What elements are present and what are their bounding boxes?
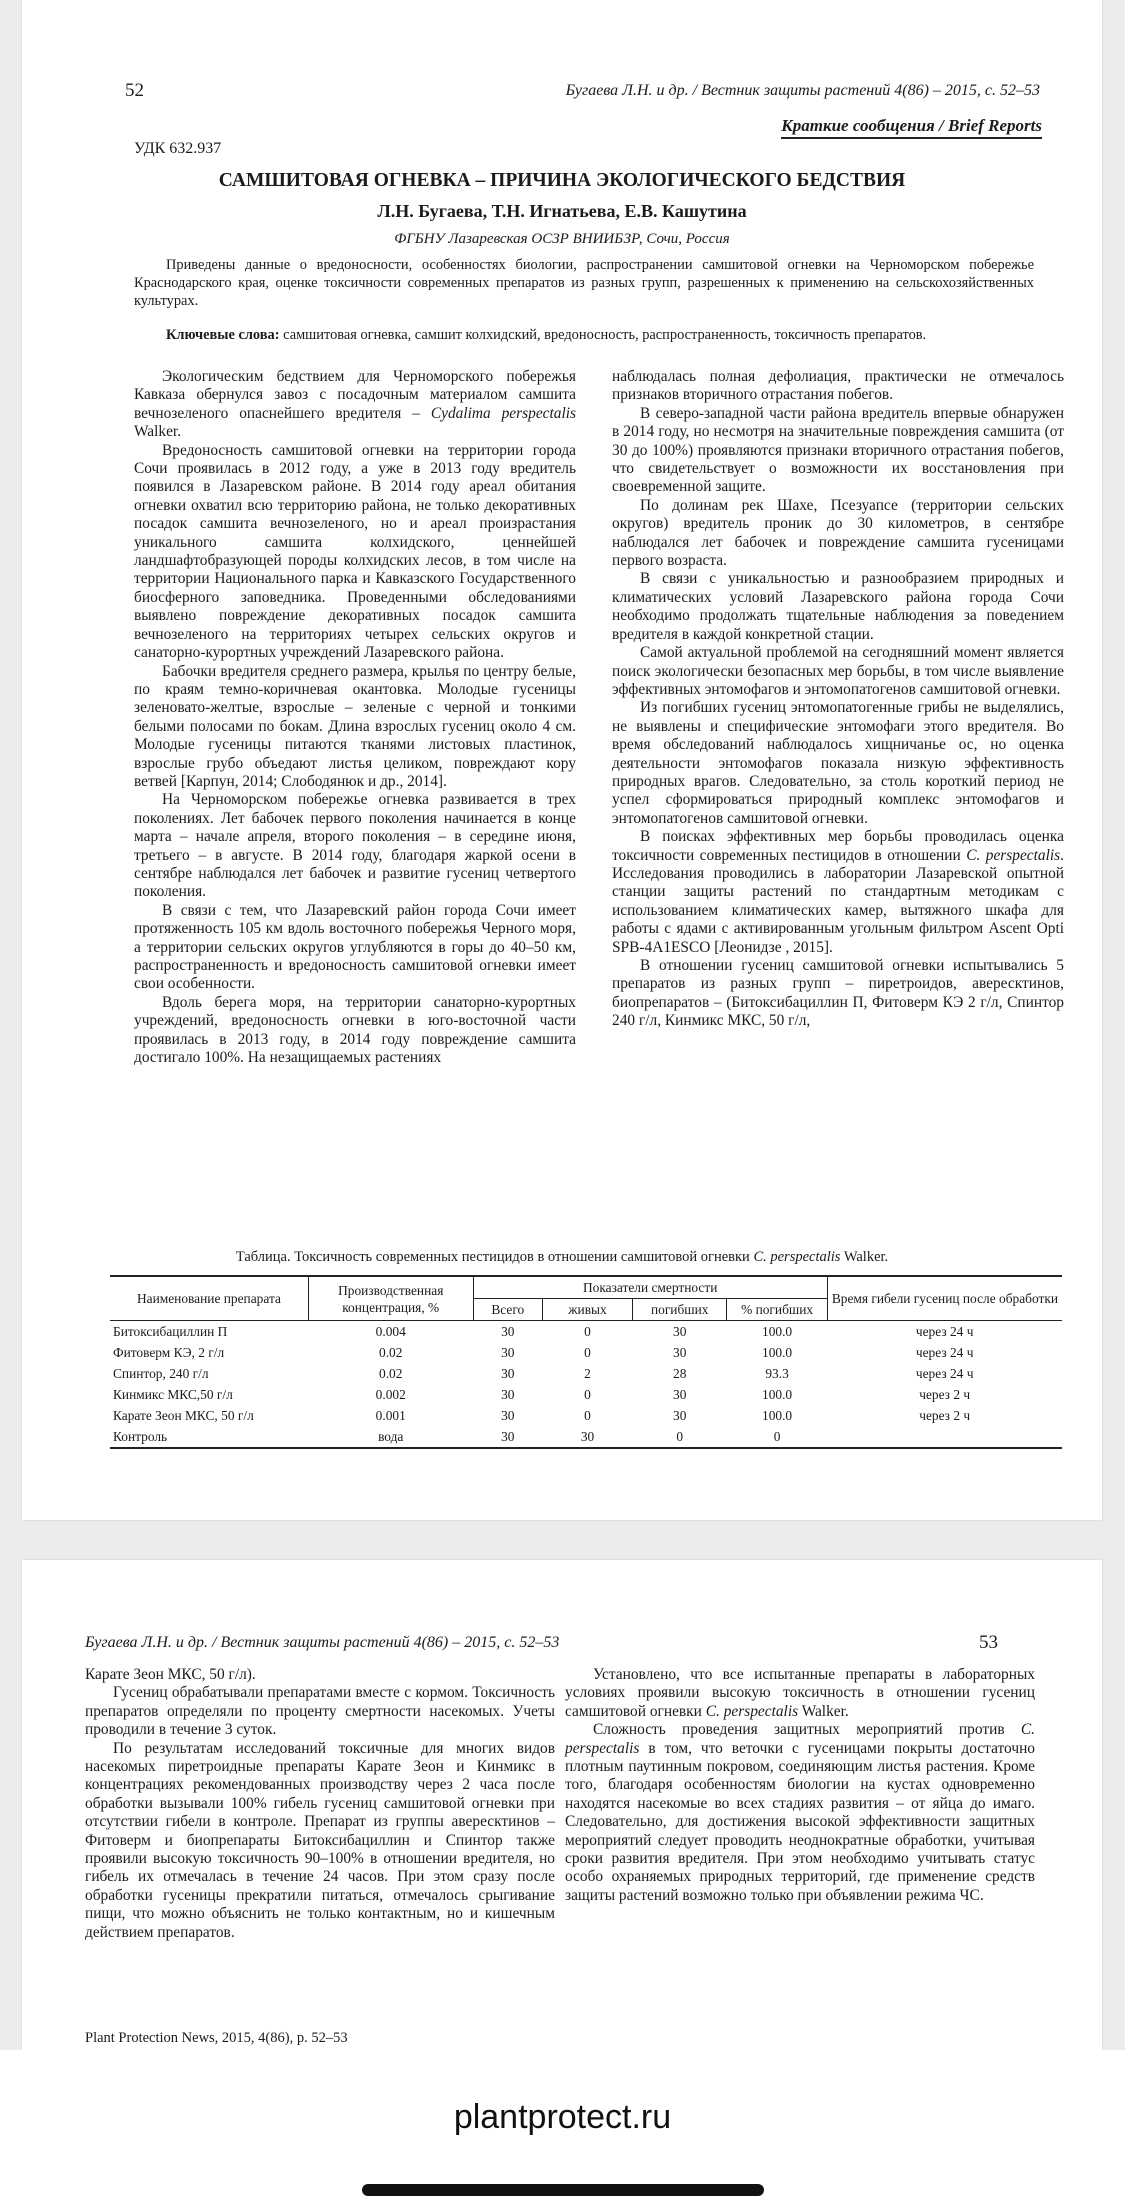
cell-conc: 0.004: [375, 1324, 406, 1339]
running-head: Бугаева Л.Н. и др. / Вестник защиты растений 4(86) – 2015, с. 52–53: [565, 82, 1040, 99]
cell-total: 30: [501, 1387, 515, 1402]
cell-name: Спинтор, 240 г/л: [113, 1366, 209, 1381]
cell-pct: 100.0: [762, 1408, 793, 1423]
cell-dead: 30: [673, 1408, 687, 1423]
table-caption: Таблица. Токсичность современных пестицидов в отношении самшитовой огневки C. perspectalis Walker.: [235, 1249, 889, 1265]
paragraph: наблюдалась полная дефолиация, практически не отмечалось признаков вторичного отрастания побегов.: [612, 368, 1064, 404]
cell-name: Битоксибациллин П: [113, 1324, 228, 1339]
cell-conc: вода: [308, 1426, 473, 1448]
cell-total: 30: [501, 1366, 515, 1381]
cell-alive: 0: [584, 1387, 591, 1402]
right-column: [612, 368, 1064, 1031]
cell-dead: 28: [673, 1366, 687, 1381]
cell-pct: 100.0: [762, 1387, 793, 1402]
header-percent-dead: % погибших: [727, 1299, 827, 1321]
table-row: [110, 1384, 1062, 1405]
home-indicator[interactable]: [362, 2184, 764, 2196]
article-title: САМШИТОВАЯ ОГНЕВКА – ПРИЧИНА ЭКОЛОГИЧЕСКОГО БЕДСТВИЯ: [218, 170, 906, 191]
cell-conc: 0.001: [375, 1408, 406, 1423]
keywords-label: Ключевые слова:: [166, 327, 280, 343]
keywords: [134, 326, 1034, 344]
paragraph: Вдоль берега моря, на территории санаторно-курортных учреждений, вредоносность огневки в юго-восточной части проявилась в 2013 году, в 2014 году повреждение самшита достигало 100%. На незащищаемых растениях: [134, 993, 576, 1067]
paragraph: В связи с уникальностью и разнообразием природных и климатических условий Лазаревского района города Сочи необходимо продолжать тщательные наблюдения за поведением вредителя в каждой конкретной стации.: [612, 570, 1064, 643]
paragraph: В отношении гусениц самшитовой огневки испытывались 5 препаратов из разных групп – пиретроидов, авересктинов, биопрепаратов – (Битоксибациллин П, Фитоверм КЭ 2 г/л, Спинтор 240 г/л, Кинмикс МКС, 50 г/л,: [612, 957, 1064, 1030]
cell-name: Контроль: [110, 1426, 308, 1448]
cell-alive: 0: [584, 1345, 591, 1360]
cell-pct: 93.3: [765, 1366, 789, 1381]
cell-name: Кинмикс МКС,50 г/л: [113, 1387, 233, 1402]
cell-time: через 2 ч: [919, 1408, 971, 1423]
cell-total: 30: [501, 1324, 515, 1339]
cell-name: Карате Зеон МКС, 50 г/л: [113, 1408, 254, 1423]
paragraph: В связи с тем, что Лазаревский район города Сочи имеет протяженность 105 км вдоль восточного побережья Черного моря, а территории сельских округов углубляются в горы до 40–50 км, распространенность и вредоносность самшитовой огневки имеет свои особенности.: [134, 901, 576, 993]
paragraph: На Черноморском побережье огневка развивается в трех поколениях. Лет бабочек первого поколения начинается в конце марта – начале апреля, второго поколения – в середине июня, третьего – в августе. В 2014 году, благодаря жаркой осени в сентябре наблюдался лет бабочек и развитие гусениц четвертого поколения.: [134, 791, 576, 901]
cell-total: 30: [501, 1408, 515, 1423]
left-column: [85, 1666, 555, 1942]
table-row: [110, 1321, 1062, 1343]
toxicity-table: [110, 1275, 1062, 1449]
cell-time: через 24 ч: [915, 1324, 974, 1339]
authors: Л.Н. Бугаева, Т.Н. Игнатьева, Е.В. Кашутина: [377, 201, 747, 221]
keywords-text: самшитовая огневка, самшит колхидский, вредоносность, распространенность, токсичность препаратов.: [283, 327, 927, 343]
page-number: 52: [125, 80, 144, 101]
cell-conc: 0.02: [379, 1366, 403, 1381]
page-53: [22, 1560, 1102, 2050]
paragraph: В поисках эффективных мер борьбы проводилась оценка токсичности современных пестицидов в отношении C. perspectalis. Исследования проводились в лаборатории Лазаревской опытной станции защиты растений по стандартным методикам с использованием климатических камер, вытяжного шкафа для работы с ядами с активированным угольным фильтром Ascent Opti SPB-4A1ESCO [Леонидзе , 2015].: [612, 828, 1064, 956]
paragraph: Сложность проведения защитных мероприятий против C. perspectalis в том, что веточки с гусеницами покрыты достаточно плотным паутинным покровом, соединяющим листья растения. Кроме того, благодаря особенностям биологии на кустах одновременно находятся насекомые во всех стадиях развития – от яйца до имаго. Следовательно, для достижения высокой эффективности защитных мероприятий следует проводить неоднократные обработки, учитывая сроки развития вредителя. При этом необходимо учитывать статус особо охраняемых природных территорий, где применение средств защиты растений возможно только при объявлении режима ЧС.: [565, 1721, 1035, 1904]
species-name: C. perspectalis: [705, 1702, 799, 1720]
cell-pct: 100.0: [762, 1324, 793, 1339]
table-row: [110, 1405, 1062, 1426]
cell-alive: 0: [584, 1408, 591, 1423]
paragraph: Самой актуальной проблемой на сегодняшний момент является поиск экологически безопасных мер борьбы, в том числе выявление эффективных энтомофагов и энтомопатогенов самшитовой огневки.: [612, 644, 1064, 698]
page-52: [22, 0, 1102, 1520]
cell-dead: 30: [673, 1324, 687, 1339]
running-head: Бугаева Л.Н. и др. / Вестник защиты растений 4(86) – 2015, с. 52–53: [85, 1634, 560, 1651]
header-concentration: Производственная концентрация, %: [308, 1276, 473, 1321]
right-column: [565, 1666, 1035, 1905]
paragraph: По долинам рек Шахе, Псезуапсе (территории сельских округов) вредитель проник до 30 километров, в сентябре наблюдался лет бабочек и повреждение самшита гусеницами первого возраста.: [612, 496, 1064, 570]
page-number: 53: [979, 1632, 998, 1653]
cell-time: через 24 ч: [915, 1366, 974, 1381]
cell-alive: 0: [584, 1324, 591, 1339]
udk-code: УДК 632.937: [134, 140, 222, 157]
cell-time: через 2 ч: [919, 1387, 971, 1402]
cell-pct: 0: [727, 1426, 827, 1448]
abstract: Приведены данные о вредоносности, особенностях биологии, распространении самшитовой огневки на Черноморском побережье Краснодарского края, оценке токсичности современных препаратов из разных групп, разрешенных к применению на сельскохозяйственных культурах.: [134, 257, 1034, 309]
species-name: C. perspectalis: [565, 1721, 1035, 1757]
paragraph: Карате Зеон МКС, 50 г/л).: [85, 1666, 256, 1683]
header-alive: живых: [542, 1299, 632, 1321]
species-name: C. perspectalis: [753, 1249, 841, 1265]
paragraph: Гусениц обрабатывали препаратами вместе с кормом. Токсичность препаратов определяли по проценту смертности насекомых. Учеты проводили в течение 3 суток.: [85, 1684, 555, 1739]
header-mortality: Показатели смертности: [473, 1276, 827, 1299]
cell-alive: 30: [542, 1426, 632, 1448]
header-time: Время гибели гусениц после обработки: [827, 1276, 1062, 1321]
paragraph: Экологическим бедствием для Черноморского побережья Кавказа обернулся завоз с посадочным материалом самшита вечнозеленого опаснейшего вредителя – Cydalima perspectalis Walker.: [134, 368, 576, 441]
header-dead: погибших: [633, 1299, 727, 1321]
paragraph: В северо-западной части района вредитель впервые обнаружен в 2014 году, но несмотря на значительные повреждения самшита (от 30 до 100%) проявляются признаки вторичного отрастания побегов, что свидетельствует о возможности их восстановления при своевременной защите.: [612, 404, 1064, 496]
cell-total: 30: [473, 1426, 542, 1448]
cell-pct: 100.0: [762, 1345, 793, 1360]
paragraph: Бабочки вредителя среднего размера, крылья по центру белые, по краям темно-коричневая окантовка. Молодые гусеницы зеленовато-желтые, взрослые – зеленые с черной и тонкими белыми полосами по бокам. Длина взрослых гусениц около 4 см. Молодые гусеницы питаются тканями листовых пластинок, взрослые грубо объедают листья целиком, повреждают кору ветвей [Карпун, 2014; Слободянюк и др., 2014].: [134, 662, 576, 790]
cell-alive: 2: [584, 1366, 591, 1381]
paragraph: По результатам исследований токсичные для многих видов насекомых пиретроидные препараты Карате Зеон и Кинмикс в концентрациях рекомендованных производству через 2 часа после обработки вызывали 100% гибель гусениц самшитовой огневки при отсутствии гибели в контроле. Препарат из группы авересктинов – Фитоверм и биопрепараты Битоксибациллин и Спинтор также проявили высокую токсичность 90–100% в отношении вредителя, но гибель их отмечалась в течение 24 часов. При этом сразу после обработки гусеницы прекратили питаться, отмечалось срыгивание пищи, что можно объяснить не только контактным, но и кишечным действием препаратов.: [85, 1739, 555, 1941]
cell-dead: 30: [673, 1387, 687, 1402]
header-name: Наименование препарата: [110, 1276, 308, 1321]
cell-conc: 0.02: [379, 1345, 403, 1360]
section-label: Краткие сообщения / Brief Reports: [781, 116, 1042, 139]
paragraph: Из погибших гусениц энтомопатогенные грибы не выделялись, не выявлены и специфические энтомофаги этого вредителя. Во время обследований наблюдалось хищничанье ос, но оценка деятельности энтомофагов показала низкую эффективность природных врагов. Следовательно, за столь короткий период не успел сформироваться природный комплекс энтомофагов и энтомопатогенов самшитовой огневки.: [612, 699, 1064, 827]
cell-name: Фитоверм КЭ, 2 г/л: [113, 1345, 225, 1360]
cell-time: [827, 1426, 1062, 1448]
table-row: [110, 1342, 1062, 1363]
cell-dead: 0: [633, 1426, 727, 1448]
cell-conc: 0.002: [375, 1387, 406, 1402]
site-address[interactable]: plantprotect.ru: [453, 2098, 672, 2136]
cell-dead: 30: [673, 1345, 687, 1360]
cell-time: через 24 ч: [915, 1345, 974, 1360]
paragraph: Вредоносность самшитовой огневки на территории города Сочи проявилась в 2012 году, а уже в 2013 году вредитель появился в Лазаревском районе. В 2014 году ареал обитания огневки охватил всю территорию района, не только декоративных посадок самшита вечнозеленого, но и ареал произрастания уникального самшита колхидского, ценнейшей ландшафтобразующей породы колхидских лесов, в том числе на территории Национального парка и Кавказского Государственного биосферного заповедника. Проведенными обследованиями выявлено повреждение декоративных посадок самшита вечнозеленого на территориях четырех сельских округов и санаторно-курортных учреждений Лазаревского района.: [134, 441, 576, 662]
footer-citation: Plant Protection News, 2015, 4(86), p. 52–53: [85, 2030, 348, 2046]
header-total: Всего: [473, 1299, 542, 1321]
table-row: [110, 1363, 1062, 1384]
paragraph: Установлено, что все испытанные препараты в лабораторных условиях проявили высокую токсичность в отношении гусениц самшитовой огневки C. perspectalis Walker.: [565, 1666, 1035, 1720]
left-column: [134, 368, 576, 1067]
browser-bottom-bar: [0, 2050, 1125, 2205]
table-row: [110, 1426, 1062, 1448]
species-name: C. perspectalis: [966, 846, 1061, 864]
affiliation: ФГБНУ Лазаревская ОСЗР ВНИИБЗР, Сочи, Россия: [394, 231, 730, 247]
cell-total: 30: [501, 1345, 515, 1360]
species-name: Cydalima perspectalis: [430, 404, 576, 422]
